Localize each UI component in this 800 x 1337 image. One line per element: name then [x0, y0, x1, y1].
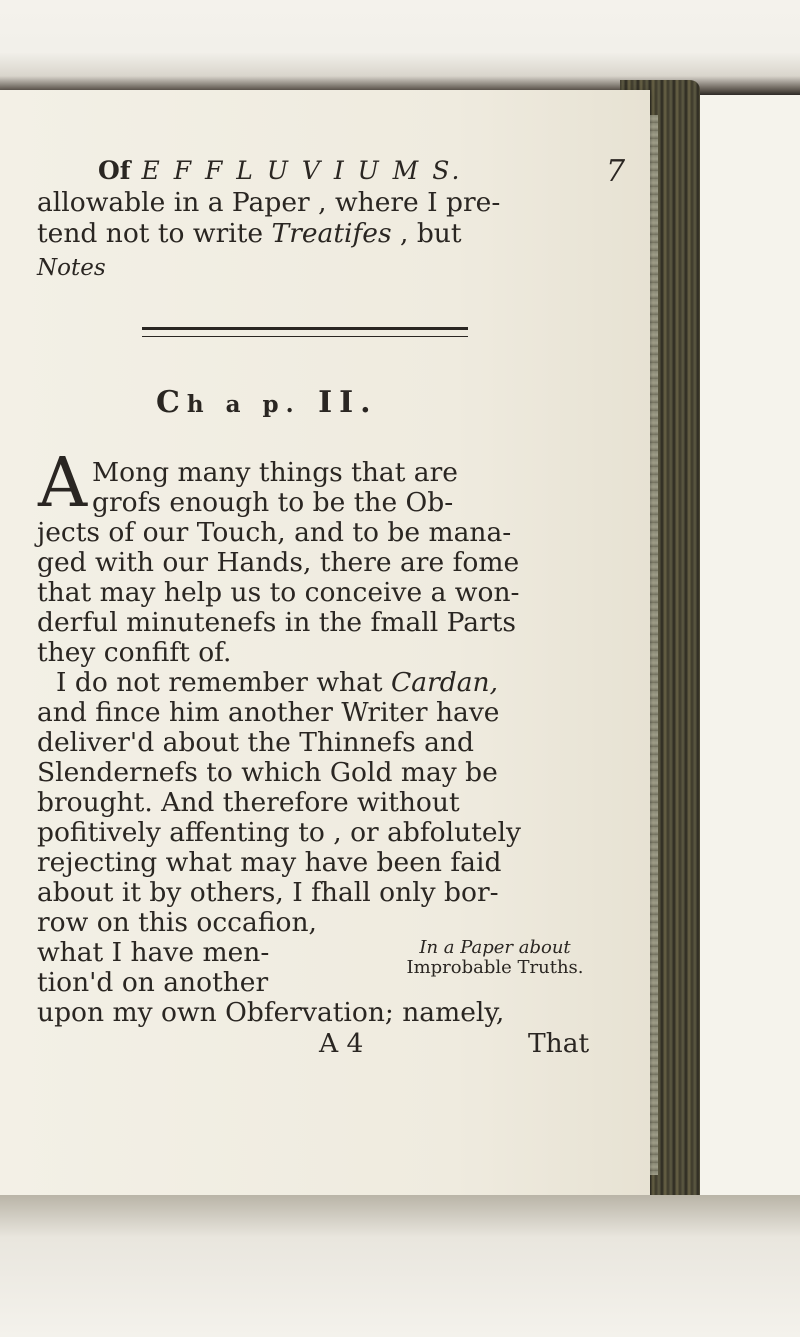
text-segment: tend not to write [37, 218, 264, 249]
text-line: and fince him another Writer have [37, 697, 500, 728]
chapter-heading [156, 385, 378, 420]
text-line: ged with our Hands, there are fome [37, 547, 520, 578]
page-number: 7 [606, 154, 626, 189]
running-head-title: E F F L U V I U M S. [141, 156, 463, 185]
text-line: row on this occafion, [37, 907, 317, 938]
text-segment: I do not remember what [56, 667, 383, 698]
text-line: deliver'd about the Thinnefs and [37, 727, 474, 758]
text-line: what I have men- [37, 937, 270, 968]
text-line: grofs enough to be the Ob- [92, 487, 454, 518]
text-italic-cardan: Cardan, [391, 667, 498, 698]
signature-mark: A 4 [319, 1028, 364, 1059]
text-line: tion'd on another [37, 967, 269, 998]
drop-cap: A [38, 444, 88, 523]
text-line: rejecting what may have been faid [37, 847, 502, 878]
text-line: that may help us to conceive a won- [37, 577, 520, 608]
text-line: they confift of. [37, 637, 232, 668]
margin-note-line2: Improbable Truths. [406, 957, 584, 978]
text-line: brought. And therefore without [37, 787, 460, 818]
divider-rule-thick [142, 327, 468, 330]
chapter-word: h a p. [186, 391, 301, 418]
text-line: Slendernefs to which Gold may be [37, 757, 498, 788]
text-line [56, 668, 636, 697]
text-italic-treatifes: Treatifes [271, 218, 392, 249]
divider-rule-thin [142, 336, 468, 337]
scan-background-bottom [0, 1195, 800, 1337]
chapter-numeral: II. [318, 385, 378, 420]
text-line: about it by others, I fhall only bor- [37, 877, 499, 908]
text-line: allowable in a Paper , where I pre- [37, 187, 501, 218]
text-line: upon my own Obfervation; namely, [37, 997, 505, 1028]
margin-note-line1: In a Paper about [419, 937, 571, 958]
text-segment: , but [400, 218, 462, 249]
running-head [98, 156, 462, 185]
catchword: That [528, 1028, 590, 1059]
text-line: jects of our Touch, and to be mana- [37, 517, 512, 548]
chapter-initial: C [156, 385, 187, 420]
running-head-of: Of [98, 156, 131, 185]
text-line [37, 219, 617, 248]
text-line: Mong many things that are [92, 457, 458, 488]
text-line: derful minutenefs in the fmall Parts [37, 607, 516, 638]
text-line: pofitively affenting to , or abfolutely [37, 817, 521, 848]
text-italic-notes: Notes [37, 255, 106, 281]
